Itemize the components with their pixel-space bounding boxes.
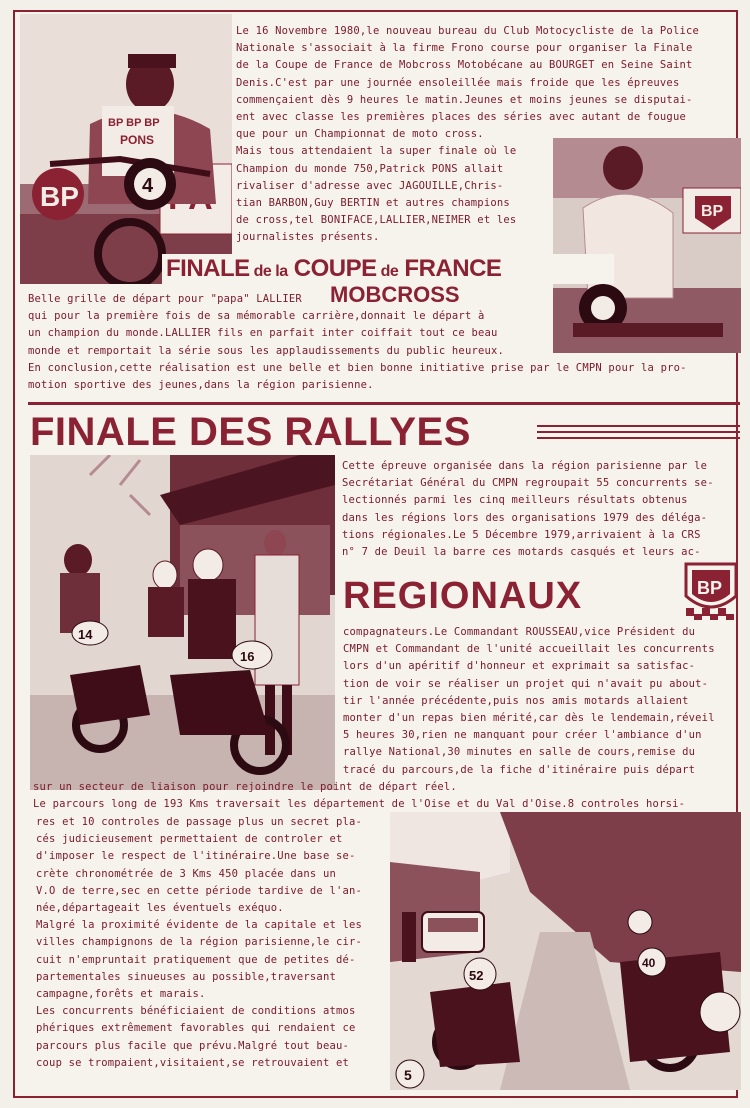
bp-logo-icon [682, 560, 740, 622]
heading-rule-1 [537, 425, 740, 427]
finale-coupe-heading: FINALE de la COUPE de FRANCE [162, 254, 614, 284]
section-divider [28, 402, 740, 405]
svg-text:PONS: PONS [120, 133, 155, 147]
bib-14: 14 [78, 627, 93, 642]
rallyes-col2: compagnateurs.Le Commandant ROUSSEAU,vice Président du CMPN et Commandant de l'unité accueillait les concurrents lors d'un apéritif d'honneur et exprimait sa satisfac- tion de voir se réaliser un projet qui n'avait pu about- tir l'année précédente,puis nos amis motards allaient monter d'un repas bien mérité,car dès le lendemain,réveil 5 heures 30,rien ne manquant pour créer l'ambiance d'un rallye National,30 minutes en salle de cours,remise du tracé du parcours,de la fiche d'itinéraire puis départ [343, 626, 715, 776]
photo-rallye-start [30, 455, 335, 790]
rallyes-left: res et 10 controles de passage plus un secret pla- cés judicieusement permettaient de controler et d'imposer le respect de l'itinéraire.Une base se- crète chronométrée de 3 Kms 450 placée dans un V.O de terre,sec en cette période tardive de l'an- née,départageait les éventuels exéquo. Malgré la proximité évidente de la capitale et les villes champignons de la région parisienne,le cir- cuit n'empruntait pratiquement que de petites dé- partementales sinueuses au possible,traversant campagne,forêts et marais. Les concurrents bénéficiaient de conditions atmos phériques extrêmement favorables qui rendaient ce parcours plus facile que prévu.Malgré tout beau- coup se trompaient,visitaient,se retrouvaient et [36, 816, 363, 1069]
svg-text:BP: BP [697, 578, 723, 598]
rallyes-heading: FINALE DES RALLYES [30, 410, 471, 454]
mobcross-heading: MOBCROSS [330, 282, 530, 310]
motocross-body: Belle grille de départ pour "papa" LALLIER qui pour la première fois de sa mémorable carrière,donnait le départ à un champion du monde.LALLIER fils en parfait inter coiffait tout ce beau monde et remportait la série sous les applaudissements du public heureux. En conclusion,cette réalisation est une belle et bien bonne initiative prise par le CMPN pour la pro- motion sportive des jeunes,dans la région parisienne. [28, 293, 687, 392]
regionaux-heading: REGIONAUX [343, 575, 583, 617]
rider-number: 4 [142, 175, 154, 197]
bib-52: 52 [469, 968, 484, 983]
motocross-intro: Le 16 Novembre 1980,le nouveau bureau du Club Motocycliste de la Police Nationale s'associait à la firme Frono course pour organiser la Finale de la Coupe de France de Mobcross Motobécane au BOURGET en Seine Saint Denis.C'est par une journée ensoleillée mais froide que les épreuves commençaient dès 9 heures le matin.Jeunes et moins jeunes se disputai- ent avec classe les premières places des séries avec autant de fougue que pour un Championnat de moto cross. Mais tous attendaient la super finale où le Champion du monde 750,Patrick PONS allait rivaliser d'adresse avec JAGOUILLE,Chris- tian BARBON,Guy BERTIN et autres champions de cross,tel BONIFACE,LALLIER,NEIMER et les journalistes présents. [236, 25, 700, 244]
rallyes-col1: Cette épreuve organisée dans la région parisienne par le Secrétariat Général du CMPN regroupait 55 concurrents se- lectionnés parmi les cinq meilleurs résultats obtenus dans les régions lors des organisations 1979 des déléga- tions régionales.Le 5 Décembre 1979,arrivaient à la CRS n° 7 de Deuil la barre ces motards casqués et leurs ac- [342, 460, 714, 559]
bib-5: 5 [404, 1067, 412, 1083]
rallyes-wide: sur un secteur de liaison pour rejoindre le point de départ réel. Le parcours long de 193 Kms traversait les département de l'Oise et du Val d'Oise.8 controles horsi- [33, 781, 686, 811]
heading-rule-2 [537, 431, 740, 433]
photo-rallye-road [390, 812, 741, 1090]
heading-rule-3 [537, 437, 740, 439]
photo-rider-pons [20, 14, 232, 284]
bib-16: 16 [240, 649, 255, 664]
bp-logo-photo: BP [701, 203, 724, 220]
svg-text:BP BP BP: BP BP BP [108, 117, 160, 129]
svg-text:BP: BP [40, 181, 79, 212]
bib-40: 40 [642, 956, 656, 970]
